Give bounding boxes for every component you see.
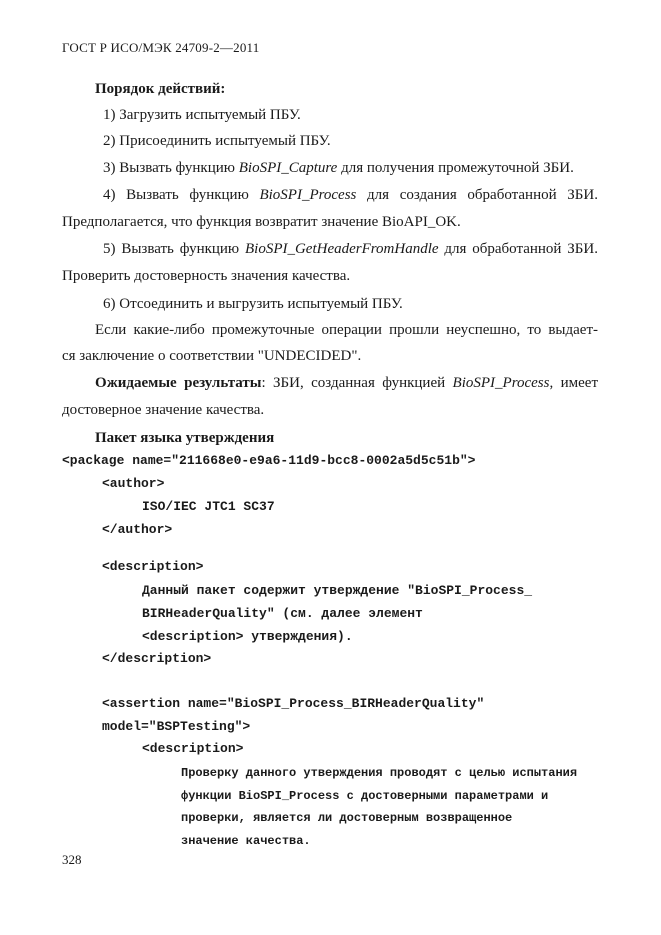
code-author-close: </author> [102,522,173,537]
code-inner-line-4: значение качества. [181,834,311,848]
expected-results-function: BioSPI_Process [452,375,550,391]
failure-note-line-2: ся заключение о соответствии "UNDECIDED". [62,348,362,364]
step-6: 6) Отсоединить и выгрузить испытуемый ПБУ. [103,296,403,312]
code-inner-description-open: <description> [142,741,244,756]
step-5-prefix: 5) Вызвать функцию [103,241,245,257]
code-inner-line-3: проверки, является ли достоверным возвращенное [181,811,513,825]
step-4-line-1 [62,184,598,206]
expected-results-text: : ЗБИ, созданная функцией [261,375,453,391]
code-description-close: </description> [102,651,212,666]
step-4-prefix: 4) Вызвать функцию [103,187,260,203]
step-3-suffix: для получения промежуточной ЗБИ. [337,160,574,176]
document-code-header: ГОСТ Р ИСО/МЭК 24709-2—2011 [62,40,260,55]
expected-results-line-1 [62,372,598,394]
page-number: 328 [62,852,82,867]
expected-results-suffix: , имеет [549,375,599,391]
code-description-line-3: <description> утверждения). [142,629,353,644]
code-inner-line-2: функции BioSPI_Process с достоверными параметрами и [181,789,549,803]
code-assertion-open: <assertion name="BioSPI_Process_BIRHeaderQuality" [102,696,485,711]
step-5-function: BioSPI_GetHeaderFromHandle [244,241,439,257]
code-author-value: ISO/IEC JTC1 SC37 [142,499,275,514]
step-3-function: BioSPI_Capture [238,160,338,176]
code-description-line-2: BIRHeaderQuality" (см. далее элемент [142,606,423,621]
code-author-open: <author> [102,476,165,491]
package-heading: Пакет языка утверждения [95,430,275,446]
code-inner-line-1: Проверку данного утверждения проводят с целью испытания [181,766,578,780]
expected-results-label: Ожидаемые результаты [95,375,262,391]
step-5-suffix: для обработанной ЗБИ. [438,241,598,257]
step-5-line-2: Проверить достоверность значения качества. [62,268,351,284]
step-3-prefix: 3) Вызвать функцию [103,160,239,176]
code-description-line-1: Данный пакет содержит утверждение "BioSPI_Process_ [142,583,533,598]
expected-results-line-2: достоверное значение качества. [62,402,265,418]
step-3 [103,157,574,179]
step-4-function: BioSPI_Process [259,187,357,203]
step-4-suffix: для создания обработанной ЗБИ. [356,187,598,203]
code-assertion-model: model="BSPTesting"> [102,719,251,734]
step-2: 2) Присоединить испытуемый ПБУ. [103,133,331,149]
code-description-open: <description> [102,559,204,574]
code-package-open: <package name="211668e0-e9a6-11d9-bcc8-0002a5d5c51b"> [62,453,476,468]
failure-note-line-1: Если какие-либо промежуточные операции прошли неуспешно, то выдает- [95,322,598,338]
steps-heading: Порядок действий: [95,81,226,97]
step-5-line-1 [62,238,598,260]
step-4-line-2: Предполагается, что функция возвратит значение BioAPI_OK. [62,214,461,230]
step-1: 1) Загрузить испытуемый ПБУ. [103,107,301,123]
